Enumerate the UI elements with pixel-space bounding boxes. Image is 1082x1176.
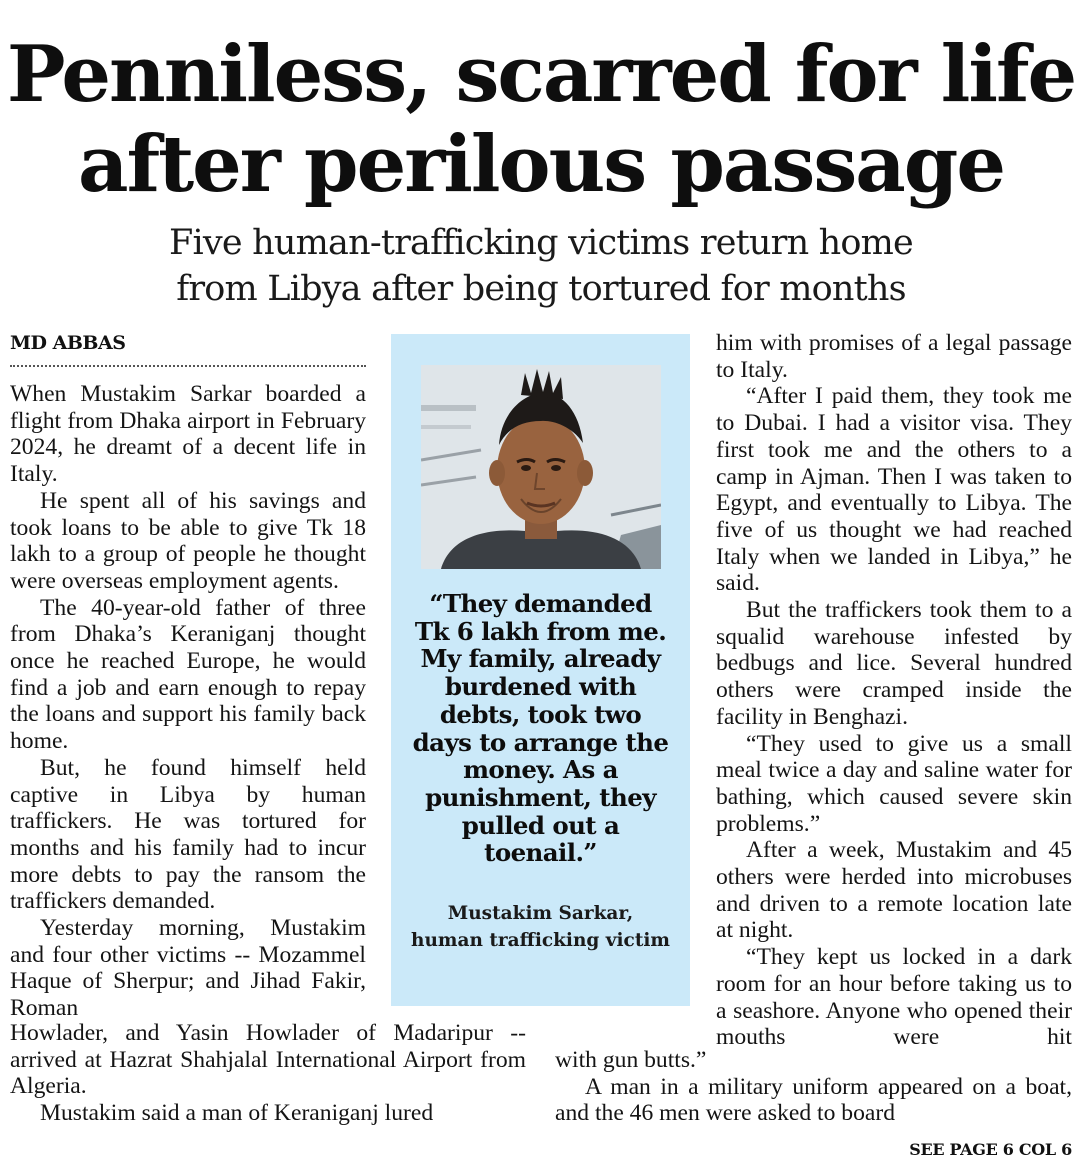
jump-line[interactable]: SEE PAGE 6 COL 6 [909,1140,1072,1159]
paragraph: He spent all of his savings and took loans to be able to give Tk 18 lakh to a group of people he thought were overseas employment agents. [10,487,366,594]
subheadline-line-2: from Libya after being tortured for months [176,269,906,309]
paragraph: Mustakim said a man of Keraniganj lured [40,1100,434,1127]
headline-line-1: Penniless, scarred for life [6,29,1076,120]
headline [0,30,1082,210]
attribution-role: human trafficking victim [411,930,670,951]
byline: MD ABBAS [10,331,366,367]
paragraph: The 40-year-old father of three from Dhaka’s Keraniganj thought once he reached Europe, he would find a job and earn enough to repay the loans and support his family back home. [10,594,366,755]
paragraph: “After I paid them, they took me to Dubai. I had a visitor visa. They first took me and the others to a camp in Ajman. Then I was taken to Egypt, and eventually to Libya. The five of us thought we had reached Italy when we landed in Libya,” he said. [716,383,1072,597]
headline-line-2: after perilous passage [78,119,1004,210]
article-column-1-wide [10,1020,526,1127]
paragraph: “They used to give us a small meal twice a day and saline water for bathing, which caused severe skin problems.” [716,730,1072,837]
pull-quote-attribution [409,900,672,954]
portrait-photo [421,365,661,569]
pull-quote-text: “They demanded Tk 6 lakh from me. My family, already burdened with debts, took two days to arrange the money. As a punishment, they pulled out a toenail.” [412,589,669,868]
pull-quote-box [391,334,690,1006]
paragraph: Yesterday morning, Mustakim and four other victims -- Mozammel Haque of Sherpur; and Jihad Fakir, Roman [10,915,366,1022]
article-column-1 [10,381,366,1022]
attribution-name: Mustakim Sarkar, [447,903,634,924]
paragraph: “They kept us locked in a dark room for an hour before taking us to a seashore. Anyone who opened their mouths were hit [716,944,1072,1051]
paragraph: Howlader, and Yasin Howlader of Madaripur -- arrived at Hazrat Shahjalal International Airport from Algeria. [10,1020,526,1100]
paragraph: with gun butts.” [555,1047,707,1073]
portrait-illustration [421,365,661,569]
paragraph: him with promises of a legal passage to Italy. [716,330,1072,383]
article-column-3 [716,330,1072,1051]
paragraph: But, he found himself held captive in Libya by human traffickers. He was tortured for months and his family had to incur more debts to pay the ransom the traffickers demanded. [10,754,366,915]
paragraph: After a week, Mustakim and 45 others were herded into microbuses and driven to a remote location late at night. [716,837,1072,944]
paragraph: A man in a military uniform appeared on a boat, and the 46 men were asked to board [555,1073,1072,1127]
paragraph: But the traffickers took them to a squalid warehouse infested by bedbugs and lice. Several hundred others were cramped inside the facility in Benghazi. [716,597,1072,730]
article-column-3-wide [555,1047,1072,1127]
subheadline [0,220,1082,312]
paragraph: When Mustakim Sarkar boarded a flight from Dhaka airport in February 2024, he dreamt of a decent life in Italy. [10,381,366,488]
subheadline-line-1: Five human-trafficking victims return home [169,223,913,263]
